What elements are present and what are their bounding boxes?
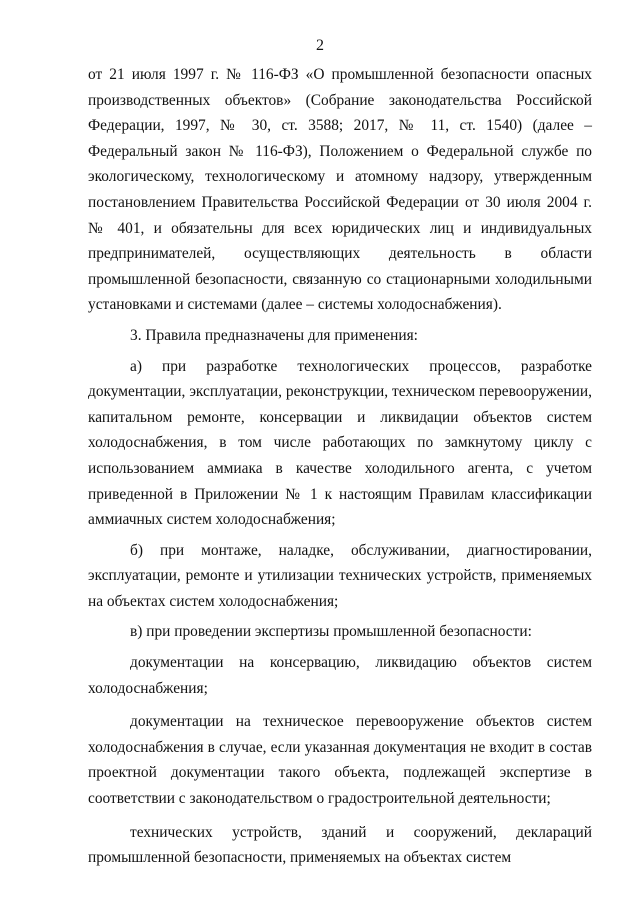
paragraph-subitem-v: в) при проведении экспертизы промышленной безопасности: xyxy=(130,623,532,641)
page-number: 2 xyxy=(316,37,324,54)
paragraph-technical-devices: технических устройств, зданий и сооружений, деклараций промышленной безопасности, применяемых на объектах систем xyxy=(88,823,592,867)
paragraph-documentation-conservation: документации на консервацию, ликвидацию объектов систем холодоснабжения; xyxy=(88,654,592,697)
paragraph-subitem-a: а) при разработке технологических процессов, разработке документации, эксплуатации, реконструкции, техническом перевооружении, капитальном ремонте, консервации и ликвидации объектов систем холодоснабжения, в том числе работающих по замкнутому циклу с использованием аммиака в качестве холодильного агента, с учетом приведенной в Приложении № 1 к настоящим Правилам классификации аммиачных систем холодоснабжения; xyxy=(88,357,592,529)
paragraph-item-3: 3. Правила предназначены для применения: xyxy=(130,326,418,344)
paragraph-continuation: от 21 июля 1997 г. № 116-ФЗ «О промышленной безопасности опасных производственных объектов» (Собрание законодательства Российской Федерации, 1997, № 30, ст. 3588; 2017, № 11, ст. 1540) (далее – Федеральный закон № 116-ФЗ), Положением о Федеральной службе по экологическому, технологическому и атомному надзору, утвержденным постановлением Правительства Российской Федерации от 30 июля 2004 г. № 401, и обязательны для всех юридических лиц и индивидуальных предпринимателей, осуществляющих деятельность в области промышленной безопасности, связанную со стационарными холодильными установками и системами (далее – системы холодоснабжения). xyxy=(88,66,592,314)
document-body xyxy=(88,62,592,871)
paragraph-documentation-reequipment: документации на техническое перевооружение объектов систем холодоснабжения в случае, если указанная документация не входит в состав проектной документации такого объекта, подлежащей экспертизе в соответствии с законодательством о градостроительной деятельности; xyxy=(88,713,592,808)
paragraph-subitem-b: б) при монтаже, наладке, обслуживании, диагностировании, эксплуатации, ремонте и утилизации технических устройств, применяемых на объектах систем холодоснабжения; xyxy=(88,541,592,610)
